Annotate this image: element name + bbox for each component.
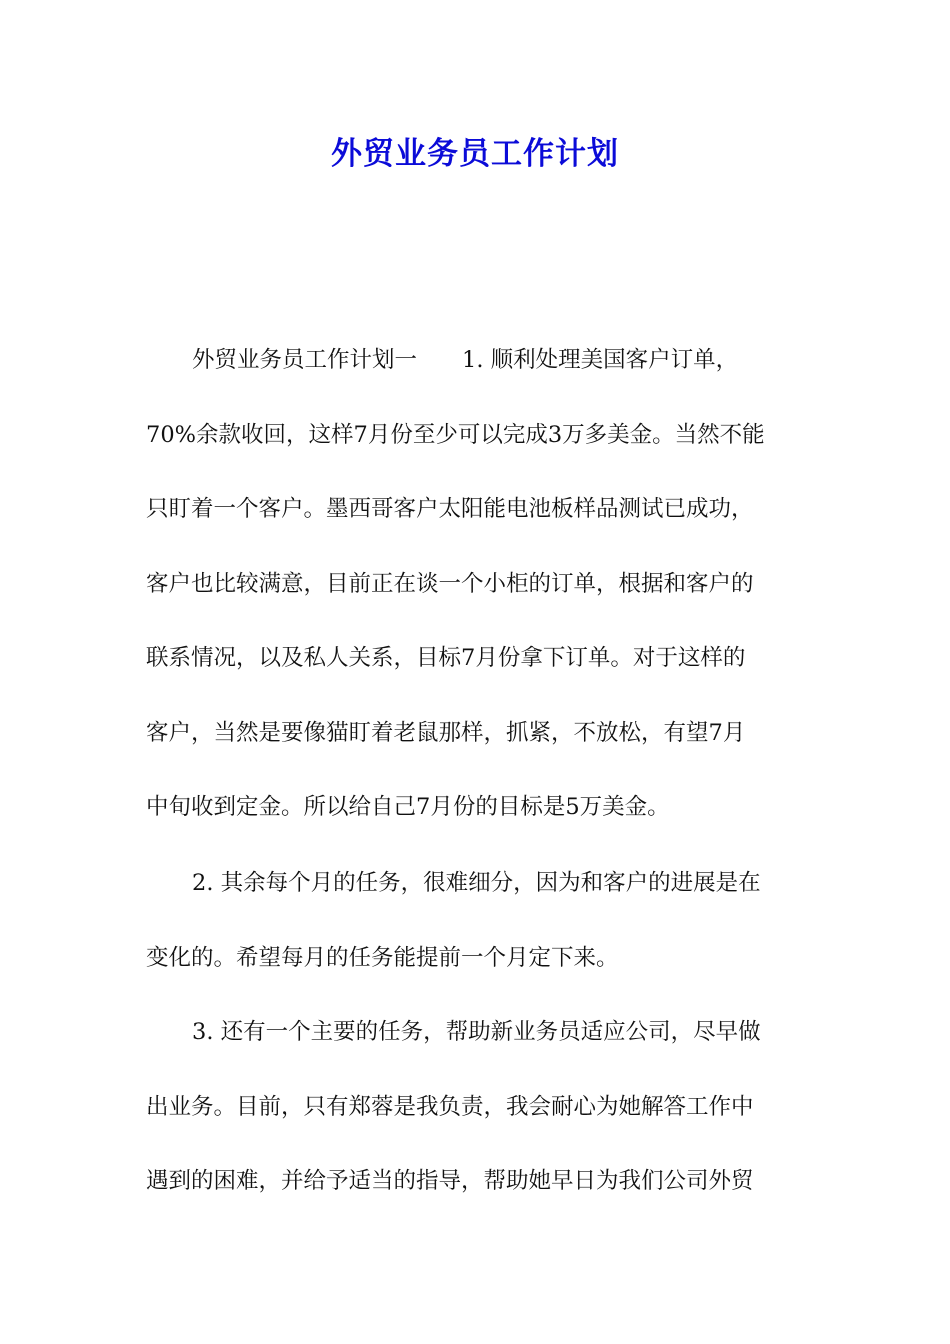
paragraph-line: 遇到的困难，并给予适当的指导，帮助她早日为我们公司外贸 bbox=[146, 1168, 754, 1194]
document-title: 外贸业务员工作计划 bbox=[331, 136, 619, 172]
paragraph-3 bbox=[146, 995, 816, 1219]
paragraph-line: 只盯着一个客户。墨西哥客户太阳能电池板样品测试已成功， bbox=[146, 496, 754, 522]
paragraph-line: 70%余款收回，这样7月份至少可以完成3万多美金。当然不能 bbox=[146, 421, 765, 448]
paragraph-line: 3. 还有一个主要的任务，帮助新业务员适应公司，尽早做 bbox=[192, 1019, 761, 1045]
paragraph-line: 中旬收到定金。所以给自己7月份的目标是5万美金。 bbox=[146, 794, 670, 820]
paragraph-line: 外贸业务员工作计划一 1. 顺利处理美国客户订单， bbox=[192, 347, 739, 373]
paragraph-line: 联系情况，以及私人关系，目标7月份拿下订单。对于这样的 bbox=[146, 645, 746, 671]
paragraph-line: 客户也比较满意，目前正在谈一个小柜的订单，根据和客户的 bbox=[146, 570, 754, 597]
paragraph-line: 变化的。希望每月的任务能提前一个月定下来。 bbox=[146, 944, 619, 971]
paragraph-1 bbox=[146, 323, 816, 845]
paragraph-line: 客户，当然是要像猫盯着老鼠那样，抓紧，不放松，有望7月 bbox=[146, 719, 746, 746]
paragraph-line: 出业务。目前，只有郑蓉是我负责，我会耐心为她解答工作中 bbox=[146, 1093, 754, 1120]
paragraph-2 bbox=[146, 846, 816, 995]
paragraph-line: 2. 其余每个月的任务，很难细分，因为和客户的进展是在 bbox=[192, 870, 761, 896]
